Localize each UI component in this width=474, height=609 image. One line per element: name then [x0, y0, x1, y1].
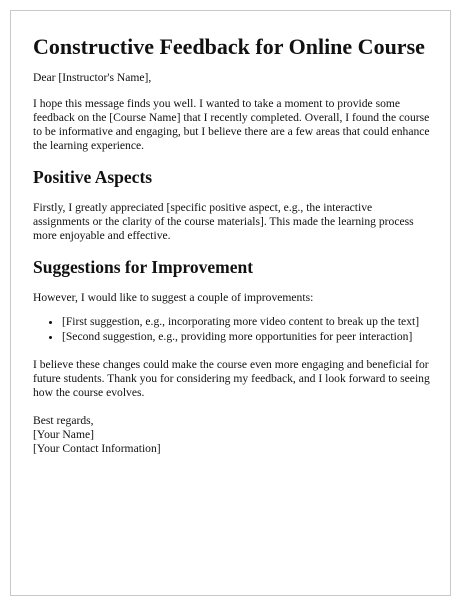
sender-name: [Your Name] — [33, 428, 94, 441]
positive-aspects-heading: Positive Aspects — [33, 167, 153, 187]
suggestions-list — [33, 315, 430, 344]
suggestion-item: • [Second suggestion, e.g., providing more opportunities for peer interaction] — [62, 330, 430, 345]
suggestions-intro: However, I would like to suggest a couple of improvements: — [33, 291, 314, 304]
letter-title: Constructive Feedback for Online Course — [33, 34, 425, 59]
suggestions-heading: Suggestions for Improvement — [33, 257, 254, 277]
letter-content — [33, 33, 430, 470]
suggestion-item: • [First suggestion, e.g., incorporating more video content to break up the text] — [62, 315, 430, 330]
closing-salutation: Best regards, — [33, 414, 94, 427]
signature-block — [33, 414, 430, 456]
letter-page — [10, 10, 451, 596]
closing-paragraph: I believe these changes could make the course even more engaging and beneficial for future students. Thank you for considering my feedback, and I look forward to seeing how the course evolves. — [33, 358, 430, 399]
greeting: Dear [Instructor's Name], — [33, 71, 152, 84]
positive-aspects-paragraph: Firstly, I greatly appreciated [specific positive aspect, e.g., the interactive assignments or the clarity of the course materials]. This made the learning process more enjoyable and effective. — [33, 201, 414, 242]
sender-contact: [Your Contact Information] — [33, 442, 161, 455]
intro-paragraph: I hope this message finds you well. I wanted to take a moment to provide some feedback on the [Course Name] that I recently completed. Overall, I found the course to be informative and engaging, but I believe there are a few areas that could enhance the learning experience. — [33, 97, 430, 152]
